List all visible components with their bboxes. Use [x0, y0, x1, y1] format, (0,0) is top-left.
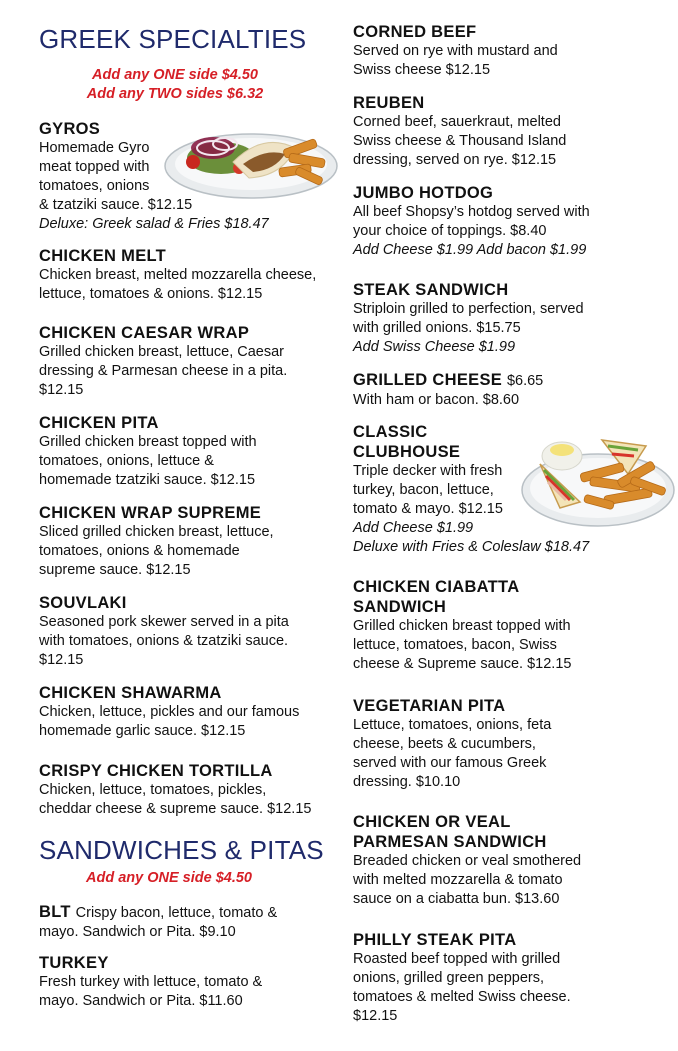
promo-sandwiches-one-side: Add any ONE side $4.50 — [85, 870, 252, 886]
item-desc-line: With ham or bacon. $8.60 — [353, 392, 520, 408]
item-desc-line: dressing. $10.10 — [353, 774, 461, 790]
menu-item-chicken-ciabatta — [353, 577, 671, 674]
item-desc-line: meat topped with — [39, 159, 150, 175]
item-desc-line: tomatoes & melted Swiss cheese. — [353, 989, 571, 1005]
item-name: REUBEN — [353, 94, 425, 112]
item-name: CHICKEN SHAWARMA — [39, 684, 222, 702]
item-desc-line: Chicken, lettuce, pickles and our famous — [39, 704, 300, 720]
menu-item-steak-sandwich — [353, 280, 671, 357]
item-name: CHICKEN PITA — [39, 414, 159, 432]
item-desc-line: Grilled chicken breast, lettuce, Caesar — [39, 344, 284, 360]
item-desc-line: Grilled chicken breast topped with — [39, 434, 257, 450]
item-name: CHICKEN MELT — [39, 247, 167, 265]
item-name-row — [39, 902, 339, 923]
item-desc-line: dressing & Parmesan cheese in a pita. — [39, 363, 288, 379]
item-desc-line: served with our famous Greek — [353, 755, 547, 771]
item-desc-line: mayo. Sandwich or Pita. $9.10 — [39, 924, 236, 940]
item-name: CHICKEN WRAP SUPREME — [39, 504, 262, 522]
item-desc-line: Grilled chicken breast topped with — [353, 618, 571, 634]
item-desc-line: with melted mozzarella & tomato — [353, 872, 563, 888]
item-desc-line: Homemade Gyro — [39, 140, 150, 156]
item-desc-line: homemade garlic sauce. $12.15 — [39, 723, 246, 739]
item-name-line1: CLASSIC — [353, 423, 428, 441]
item-desc-line: $12.15 — [39, 382, 84, 398]
item-desc-line: Roasted beef topped with grilled — [353, 951, 561, 967]
item-desc-line: Sliced grilled chicken breast, lettuce, — [39, 524, 274, 540]
item-desc-line: $12.15 — [39, 652, 84, 668]
item-desc-line: Served on rye with mustard and — [353, 43, 558, 59]
item-desc-line: onions, grilled green peppers, — [353, 970, 545, 986]
item-name-row — [353, 370, 671, 391]
item-extra: Add Cheese $1.99 — [353, 520, 474, 536]
item-desc-line: sauce on a ciabatta bun. $13.60 — [353, 891, 560, 907]
item-name: GYROS — [39, 120, 101, 138]
item-desc-line: mayo. Sandwich or Pita. $11.60 — [39, 993, 243, 1009]
item-desc-line: homemade tzatziki sauce. $12.15 — [39, 472, 256, 488]
item-name: CHICKEN CAESAR WRAP — [39, 324, 250, 342]
menu-item-philly-steak-pita — [353, 930, 671, 1026]
menu-item-blt — [39, 902, 339, 942]
item-desc-line: dressing, served on rye. $12.15 — [353, 152, 557, 168]
item-desc-line: Triple decker with fresh — [353, 463, 503, 479]
item-name: CORNED BEEF — [353, 23, 477, 41]
item-desc-line: Swiss cheese $12.15 — [353, 62, 491, 78]
clubhouse-plate-image — [520, 424, 676, 530]
item-price: $6.65 — [506, 373, 544, 389]
item-desc-line: lettuce, tomatoes, bacon, Swiss — [353, 637, 557, 653]
menu-item-chicken-caesar-wrap — [39, 323, 339, 400]
item-desc-line: cheddar cheese & supreme sauce. $12.15 — [39, 801, 312, 817]
menu-item-chicken-melt — [39, 246, 339, 304]
item-name: STEAK SANDWICH — [353, 281, 509, 299]
item-desc-line: Chicken breast, melted mozzarella cheese, — [39, 267, 317, 283]
item-deluxe: Deluxe: Greek salad & Fries $18.47 — [39, 216, 269, 232]
menu-item-vegetarian-pita — [353, 696, 671, 792]
item-desc-line: tomatoes, onions, lettuce & — [39, 453, 214, 469]
greek-specialties-title: GREEK SPECIALTIES — [39, 24, 307, 54]
menu-item-turkey — [39, 953, 339, 1011]
item-desc-line: Swiss cheese & Thousand Island — [353, 133, 567, 149]
item-desc-line: tomato & mayo. $12.15 — [353, 501, 503, 517]
item-name-line1: CHICKEN OR VEAL — [353, 813, 511, 831]
item-desc-line: Lettuce, tomatoes, onions, feta — [353, 717, 552, 733]
item-name: CRISPY CHICKEN TORTILLA — [39, 762, 273, 780]
item-desc-line: lettuce, tomatoes & onions. $12.15 — [39, 286, 263, 302]
menu-item-jumbo-hotdog — [353, 183, 671, 260]
item-name-line1: CHICKEN CIABATTA — [353, 578, 520, 596]
item-name: PHILLY STEAK PITA — [353, 931, 517, 949]
item-deluxe: Deluxe with Fries & Coleslaw $18.47 — [353, 539, 590, 555]
item-desc-line: Crispy bacon, lettuce, tomato & — [75, 905, 278, 921]
item-name: TURKEY — [39, 954, 109, 972]
sandwiches-pitas-title: SANDWICHES & PITAS — [39, 835, 324, 865]
item-extra: Add Swiss Cheese $1.99 — [353, 339, 516, 355]
item-desc-line: your choice of toppings. $8.40 — [353, 223, 547, 239]
promo-greek-one-side: Add any ONE side $4.50 — [91, 67, 258, 83]
item-desc-line: supreme sauce. $12.15 — [39, 562, 191, 578]
promo-greek-two-sides: Add any TWO sides $6.32 — [86, 86, 264, 102]
item-name: SOUVLAKI — [39, 594, 127, 612]
item-desc-line: Fresh turkey with lettuce, tomato & — [39, 974, 263, 990]
item-desc-line: with grilled onions. $15.75 — [353, 320, 521, 336]
item-name-line2: CLUBHOUSE — [353, 443, 461, 461]
item-name: GRILLED CHEESE — [353, 371, 503, 389]
item-desc-line: cheese & Supreme sauce. $12.15 — [353, 656, 572, 672]
item-desc-line: with tomatoes, onions & tzatziki sauce. — [39, 633, 289, 649]
item-desc-line: turkey, bacon, lettuce, — [353, 482, 494, 498]
item-desc-line: Chicken, lettuce, tomatoes, pickles, — [39, 782, 267, 798]
item-name: JUMBO HOTDOG — [353, 184, 494, 202]
item-desc-line: tomatoes, onions & homemade — [39, 543, 240, 559]
menu-item-grilled-cheese — [353, 370, 671, 410]
item-desc-line: Seasoned pork skewer served in a pita — [39, 614, 289, 630]
menu-item-chicken-veal-parmesan — [353, 812, 671, 909]
menu-item-reuben — [353, 93, 671, 170]
item-extra: Add Cheese $1.99 Add bacon $1.99 — [353, 242, 587, 258]
item-desc-line: Corned beef, sauerkraut, melted — [353, 114, 561, 130]
item-desc-line: Striploin grilled to perfection, served — [353, 301, 584, 317]
gyros-plate-image — [163, 118, 339, 202]
item-desc-line: & tzatziki sauce. $12.15 — [39, 197, 193, 213]
item-desc-line: Breaded chicken or veal smothered — [353, 853, 582, 869]
item-name: VEGETARIAN PITA — [353, 697, 506, 715]
item-desc-line: All beef Shopsy’s hotdog served with — [353, 204, 590, 220]
item-desc-line: cheese, beets & cucumbers, — [353, 736, 536, 752]
item-desc-line: tomatoes, onions — [39, 178, 150, 194]
menu-item-souvlaki — [39, 593, 339, 670]
item-name: BLT — [39, 903, 71, 921]
item-desc-line: $12.15 — [353, 1008, 398, 1024]
menu-item-chicken-pita — [39, 413, 339, 490]
menu-item-corned-beef — [353, 22, 671, 80]
menu-item-crispy-chicken-tortilla — [39, 761, 339, 819]
item-name-line2: SANDWICH — [353, 598, 447, 616]
item-name-line2: PARMESAN SANDWICH — [353, 833, 547, 851]
menu-item-chicken-wrap-supreme — [39, 503, 339, 580]
menu-item-chicken-shawarma — [39, 683, 339, 741]
